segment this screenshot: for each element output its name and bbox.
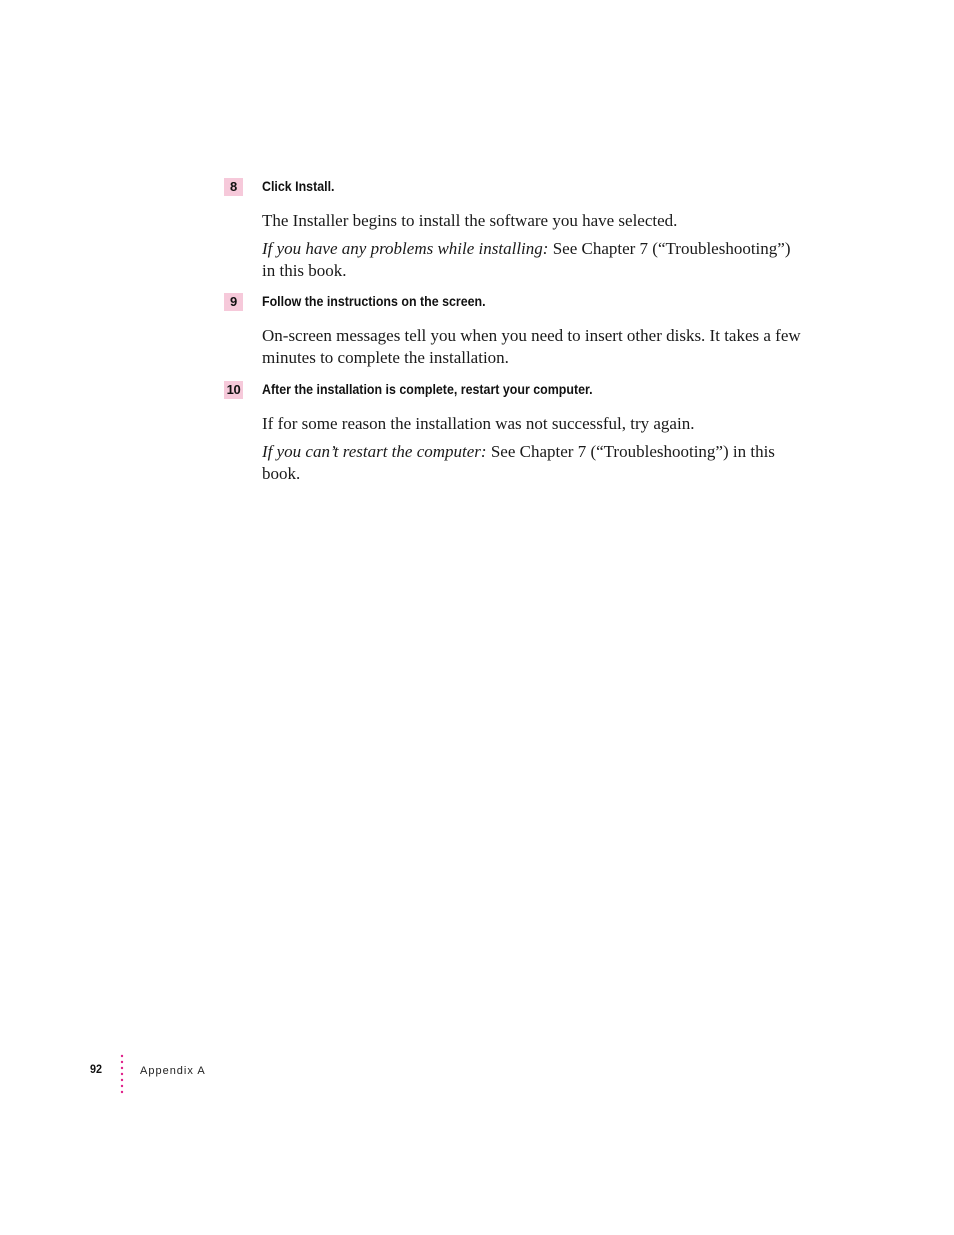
step-number: 8 (224, 178, 243, 196)
step-header (224, 178, 804, 198)
section-label: Appendix A (140, 1065, 206, 1077)
step-paragraph: On-screen messages tell you when you need to insert other disks. It takes a few minutes to complete the installation. (262, 326, 801, 367)
page-number: 92 (90, 1062, 103, 1076)
step-paragraph: The Installer begins to install the software you have selected. (262, 211, 678, 230)
dotted-divider (120, 1054, 124, 1094)
step-8 (224, 178, 804, 288)
step-title: Click Install. (262, 179, 335, 194)
step-note: If you have any problems while installing: See Chapter 7 (“Troubleshooting”) in this book. (262, 239, 791, 280)
step-title: After the installation is complete, restart your computer. (262, 382, 593, 397)
step-9 (224, 293, 804, 375)
step-10 (224, 381, 804, 491)
step-note: If you can’t restart the computer: See Chapter 7 (“Troubleshooting”) in this book. (262, 442, 775, 483)
step-paragraph: If for some reason the installation was not successful, try again. (262, 414, 695, 433)
step-title: Follow the instructions on the screen. (262, 294, 486, 309)
note-label: If you have any problems while installing: (262, 239, 549, 258)
step-header (224, 381, 804, 401)
step-header (224, 293, 804, 313)
note-label: If you can’t restart the computer: (262, 442, 487, 461)
step-number: 9 (224, 293, 243, 311)
step-number: 10 (224, 381, 243, 399)
